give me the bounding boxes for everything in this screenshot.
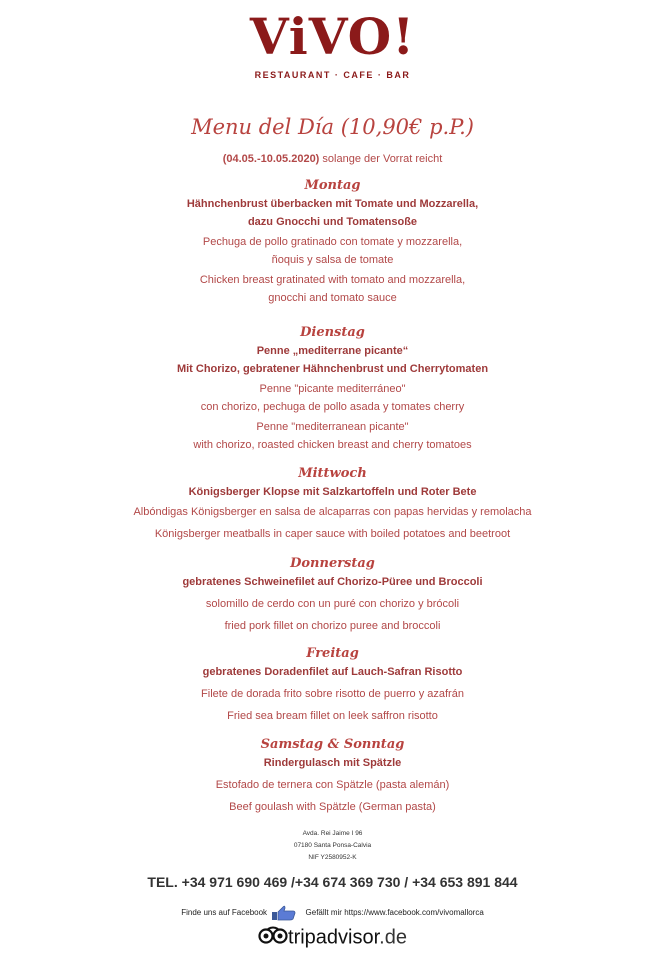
day-section-dienstag [0, 325, 665, 454]
day-name: Dienstag [300, 325, 365, 340]
dish-es-line: Albóndigas Königsberger en salsa de alcaparras con papas hervidas y remolacha [133, 506, 532, 518]
dish-en-line: gnocchi and tomato sauce [268, 292, 397, 304]
dish-en-line: fried pork fillet on chorizo puree and broccoli [224, 620, 441, 632]
dish-es-line: ñoquis y salsa de tomate [271, 254, 394, 266]
date-note: solange der Vorrat reicht [319, 153, 443, 165]
address-line: NIF Y2580952-K [308, 854, 357, 861]
dish-de-line: Mit Chorizo, gebratener Hähnchenbrust und Cherrytomaten [176, 363, 489, 375]
day-name: Mittwoch [298, 466, 367, 481]
logo-tagline: RESTAURANT · CAFE · BAR [254, 70, 411, 80]
dish-es-line: Estofado de ternera con Spätzle (pasta alemán) [215, 779, 450, 791]
day-section-donnerstag [0, 556, 665, 635]
dish-en-line: Chicken breast gratinated with tomato and mozzarella, [199, 274, 466, 286]
tripadvisor-suffix: .de [379, 926, 407, 949]
dish-de-line: gebratenes Doradenfilet auf Lauch-Safran Risotto [202, 666, 463, 678]
tripadvisor-logo[interactable] [0, 926, 665, 950]
day-section-mittwoch [0, 466, 665, 543]
dish-en-line: with chorizo, roasted chicken breast and cherry tomatoes [193, 439, 472, 451]
address-block [0, 828, 665, 864]
facebook-link[interactable]: Gefällt mir https://www.facebook.com/vivomallorca [305, 908, 484, 918]
menu-dates [0, 153, 665, 165]
phone-numbers: TEL. +34 971 690 469 /+34 674 369 730 / +34 653 891 844 [147, 874, 518, 890]
dish-es-line: Filete de dorada frito sobre risotto de puerro y azafrán [201, 688, 464, 700]
day-section-montag [0, 178, 665, 307]
dish-de-line: Penne „mediterrane picante“ [256, 345, 409, 357]
dish-en-line: Fried sea bream fillet on leek saffron risotto [227, 710, 438, 722]
dish-es-line: Pechuga de pollo gratinado con tomate y mozzarella, [202, 236, 463, 248]
dish-es-line: solomillo de cerdo con un puré con chorizo y brócoli [205, 598, 460, 610]
owl-icon [258, 926, 288, 950]
facebook-left-text: Finde uns auf Facebook [181, 908, 268, 918]
dish-en-line: Königsberger meatballs in caper sauce with boiled potatoes and beetroot [154, 528, 511, 540]
address-line: 07180 Santa Ponsa-Calvia [293, 842, 372, 849]
menu-title: Menu del Día (10,90€ p.P.) [191, 115, 474, 139]
dish-es-line: con chorizo, pechuga de pollo asada y tomates cherry [200, 401, 465, 413]
dish-de-line: Rindergulasch mit Spätzle [263, 757, 402, 769]
day-name: Montag [304, 178, 361, 193]
facebook-line [0, 905, 665, 921]
day-name: Donnerstag [290, 556, 375, 571]
address-line: Avda. Rei Jaime I 96 [302, 830, 363, 837]
thumbs-up-icon [271, 905, 301, 921]
dish-en-line: Penne "mediterranean picante" [256, 421, 409, 433]
dish-en-line: Beef goulash with Spätzle (German pasta) [229, 801, 436, 813]
dish-de-line: Hähnchenbrust überbacken mit Tomate und Mozzarella, [186, 198, 479, 210]
day-name: Freitag [306, 646, 359, 661]
dish-es-line: Penne "picante mediterráneo" [259, 383, 406, 395]
dish-de-line: dazu Gnocchi und Tomatensoße [247, 216, 418, 228]
date-range: (04.05.-10.05.2020) [222, 153, 320, 165]
dish-de-line: gebratenes Schweinefilet auf Chorizo-Püree und Broccoli [182, 576, 483, 588]
tripadvisor-brand: tripadvisor [288, 926, 380, 949]
day-section-freitag [0, 646, 665, 725]
logo-text: ViVO! [249, 7, 416, 66]
day-name: Samstag & Sonntag [260, 737, 405, 752]
day-section-weekend [0, 737, 665, 816]
logo [0, 8, 665, 66]
dish-de-line: Königsberger Klopse mit Salzkartoffeln und Roter Bete [188, 486, 477, 498]
